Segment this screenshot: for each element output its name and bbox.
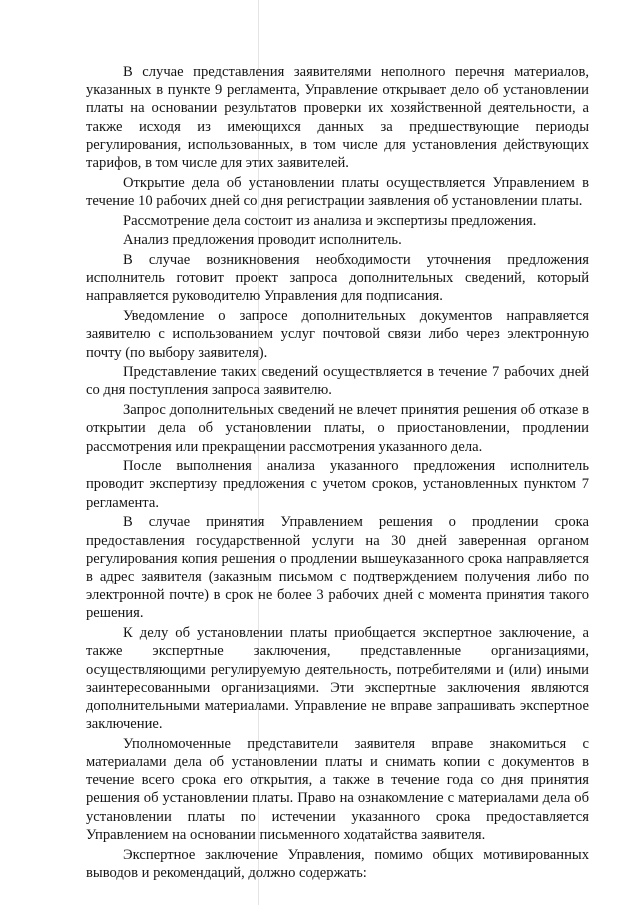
paragraph-analysis-executor: Анализ предложения проводит исполнитель. — [123, 232, 402, 249]
paragraph-request-consequences: Запрос дополнительных сведений не влечет принятия решения об отказе в открытии дела об установлении платы, о приостановлении, продлении рассмотрения или прекращении рассмотрения указанного дела. — [86, 402, 589, 455]
paragraph-expert-conclusions: К делу об установлении платы приобщается экспертное заключение, а также экспертные заключения, представленные организациями, осуществляющими регулируемую деятельность, потребителями и (или) иными заинтересованными организациями. Эти экспертные заключения являются дополнительными материалами. Управление не вправе запрашивать экспертное заключение. — [86, 625, 589, 733]
paragraph-info-submission-term: Представление таких сведений осуществляется в течение 7 рабочих дней со дня поступления запроса заявителю. — [86, 364, 589, 399]
paragraph-term-extension: В случае принятия Управлением решения о продлении срока предоставления государственной услуги на 30 дней заверенная органом регулирования копия решения о продлении вышеуказанного срока направляется в адрес заявителя (заказным письмом с подтверждением получения либо по электронной почте) в срок не более 3 рабочих дней с момента принятия такого решения. — [86, 514, 589, 622]
paragraph-expertise: После выполнения анализа указанного предложения исполнитель проводит экспертизу предложения с учетом сроков, установленных пунктом 7 регламента. — [86, 458, 589, 511]
paragraph-case-review: Рассмотрение дела состоит из анализа и экспертизы предложения. — [123, 212, 537, 229]
document-body — [86, 63, 589, 883]
paragraph-additional-info-request: В случае возникновения необходимости уточнения предложения исполнитель готовит проект запроса дополнительных сведений, который направляется руководителю Управления для подписания. — [86, 252, 589, 305]
paragraph-case-opening-term: Открытие дела об установлении платы осуществляется Управлением в течение 10 рабочих дней со дня регистрации заявления об установлении платы. — [86, 174, 589, 209]
paragraph-representatives-access: Уполномоченные представители заявителя вправе знакомиться с материалами дела об установлении платы и снимать копии с документов в течение всего срока его открытия, а также в течение года со дня принятия решения об установлении платы. Право на ознакомление с материалами дела об установлении платы по истечении указанного срока предоставляется Управлением на основании письменного ходатайства заявителя. — [86, 735, 589, 843]
paragraph-incomplete-materials: В случае представления заявителями неполного перечня материалов, указанных в пункте 9 регламента, Управление открывает дело об установлении платы на основании результатов проверки их хозяйственной деятельности, а также исходя из имеющихся данных за предшествующие периоды регулирования, использованных, в том числе для установления действующих тарифов, в том числе для этих заявителей. — [86, 64, 589, 172]
paragraph-request-notification: Уведомление о запросе дополнительных документов направляется заявителю с использованием услуг почтовой связи либо через электронную почту (по выбору заявителя). — [86, 308, 589, 361]
paragraph-conclusion-contents: Экспертное заключение Управления, помимо общих мотивированных выводов и рекомендаций, должно содержать: — [86, 846, 589, 881]
